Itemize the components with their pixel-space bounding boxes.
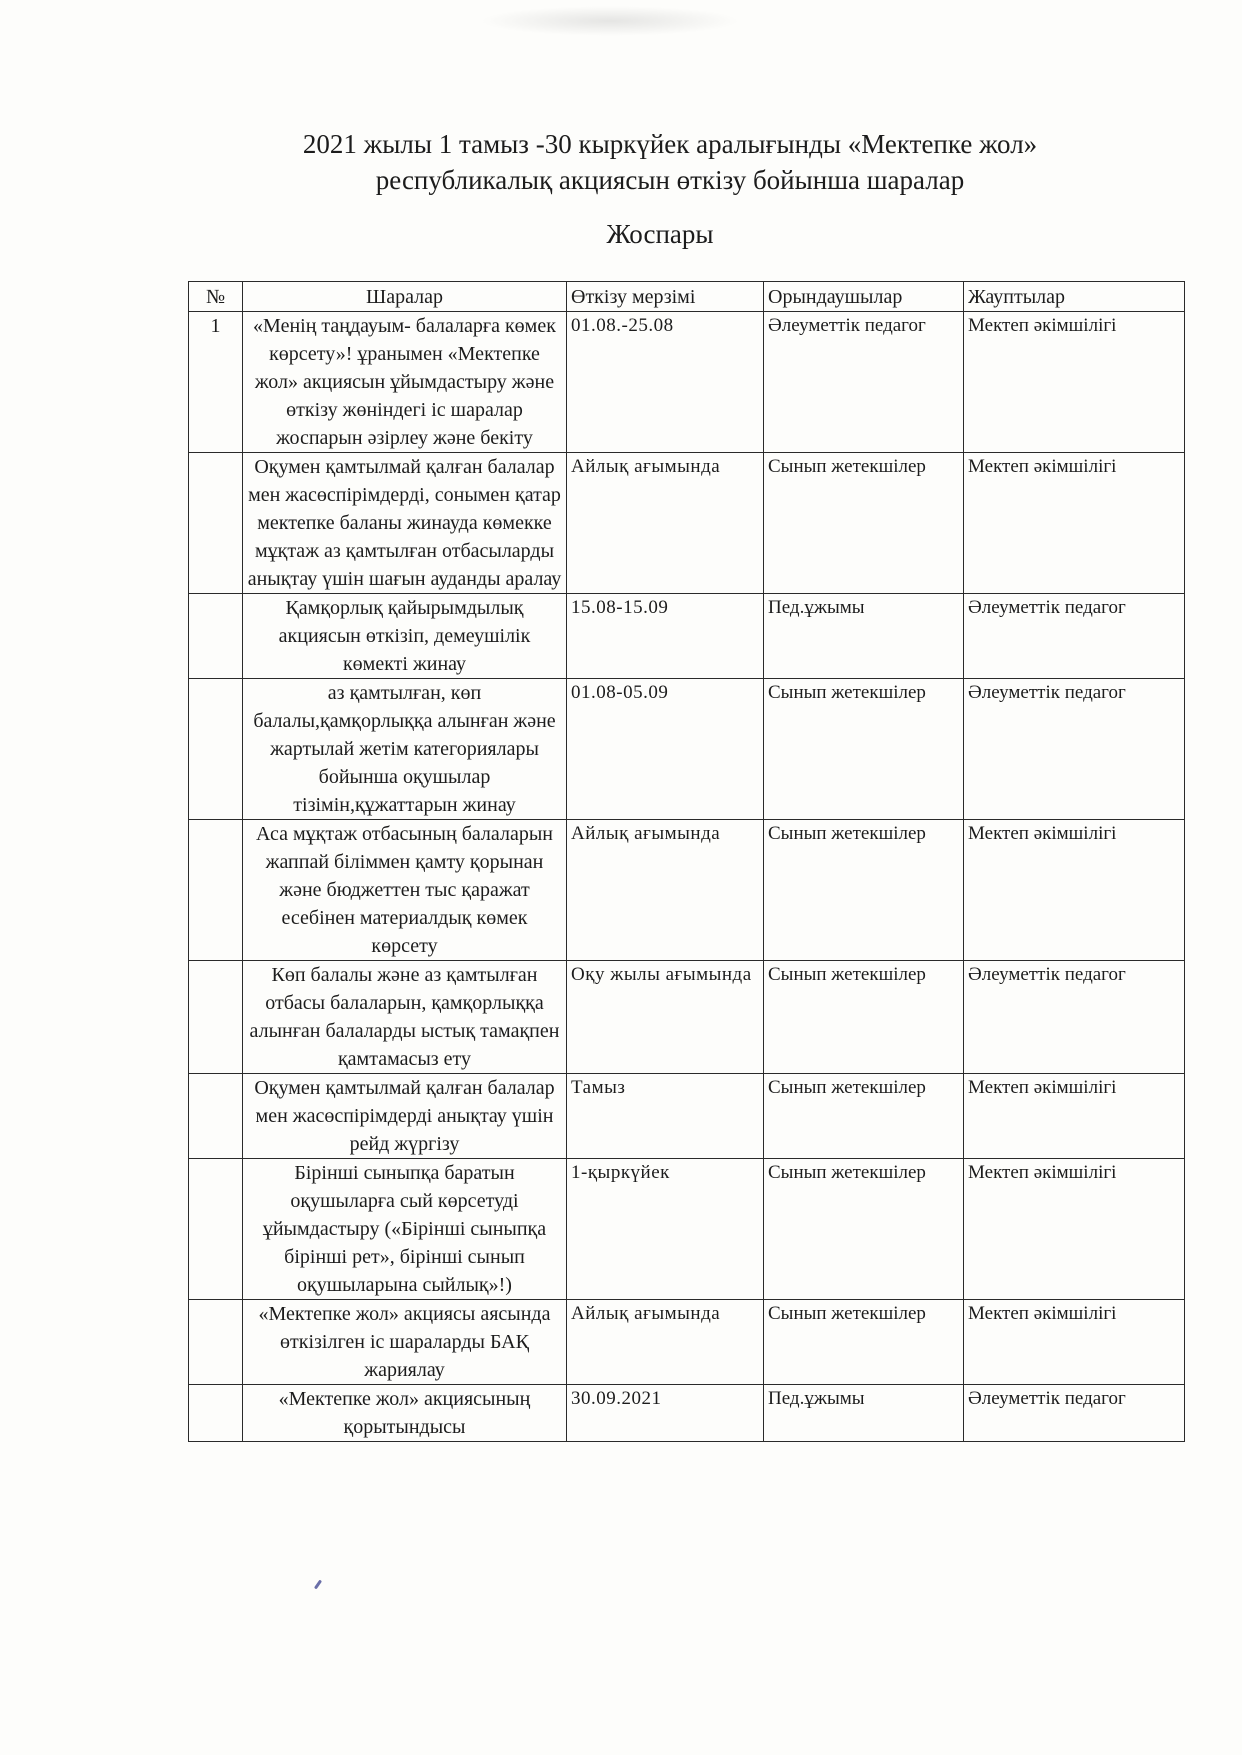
table-row <box>189 961 1185 1074</box>
table-row <box>189 1159 1185 1300</box>
row-date: 1-қыркүйек <box>567 1159 764 1300</box>
row-date: Айлық ағымында <box>567 1300 764 1385</box>
row-activity: аз қамтылған, көп балалы,қамқорлыққа алынған және жартылай жетім категориялары бойынша оқушылар тізімін,құжаттарын жинау <box>243 679 567 820</box>
row-responsible: Мектеп әкімшілігі <box>964 453 1185 594</box>
row-executors: Пед.ұжымы <box>764 1385 964 1442</box>
row-responsible: Мектеп әкімшілігі <box>964 312 1185 453</box>
table-row <box>189 453 1185 594</box>
row-responsible: Әлеуметтік педагог <box>964 679 1185 820</box>
row-number <box>189 1385 243 1442</box>
row-executors: Сынып жетекшілер <box>764 679 964 820</box>
row-responsible: Мектеп әкімшілігі <box>964 820 1185 961</box>
row-number <box>189 1300 243 1385</box>
table-row <box>189 1300 1185 1385</box>
row-executors: Сынып жетекшілер <box>764 1159 964 1300</box>
column-header-responsible: Жауптылар <box>964 282 1185 312</box>
document-subtitle: Жоспары <box>606 219 714 249</box>
row-number <box>189 679 243 820</box>
row-responsible: Мектеп әкімшілігі <box>964 1300 1185 1385</box>
row-activity: «Менің таңдауым- балаларға көмек көрсету»! ұранымен «Мектепке жол» акциясын ұйымдастыру және өткізу жөніндегі іс шаралар жоспарын әзірлеу және бекіту <box>243 312 567 453</box>
row-activity: Оқумен қамтылмай қалған балалар мен жасөспірімдерді, сонымен қатар мектепке баланы жинауда көмекке мұқтаж аз қамтылған отбасыларды анықтау үшін шағын ауданды аралау <box>243 453 567 594</box>
table-row <box>189 1074 1185 1159</box>
row-executors: Сынып жетекшілер <box>764 961 964 1074</box>
row-executors: Сынып жетекшілер <box>764 820 964 961</box>
row-date: 01.08.-25.08 <box>567 312 764 453</box>
row-responsible: Әлеуметтік педагог <box>964 594 1185 679</box>
column-header-executors: Орындаушылар <box>764 282 964 312</box>
table-row <box>189 820 1185 961</box>
row-number <box>189 594 243 679</box>
row-number <box>189 961 243 1074</box>
column-header-date: Өткізу мерзімі <box>567 282 764 312</box>
table-row <box>189 1385 1185 1442</box>
row-activity: «Мектепке жол» акциясы аясында өткізілген іс шараларды БАҚ жариялау <box>243 1300 567 1385</box>
pen-mark <box>314 1580 322 1590</box>
row-number: 1 <box>189 312 243 453</box>
row-date: Тамыз <box>567 1074 764 1159</box>
document-title-line-1: 2021 жылы 1 тамыз -30 кыркүйек аралығынды «Мектепке жол» <box>302 129 1038 159</box>
row-executors: Сынып жетекшілер <box>764 1300 964 1385</box>
table-row <box>189 312 1185 453</box>
scan-smudge <box>480 6 740 36</box>
plan-table <box>188 281 1185 1442</box>
row-activity: Көп балалы және аз қамтылған отбасы балаларын, қамқорлыққа алынған балаларды ыстық тамақпен қамтамасыз ету <box>243 961 567 1074</box>
row-executors: Сынып жетекшілер <box>764 453 964 594</box>
column-header-number: № <box>189 282 243 312</box>
row-date: 30.09.2021 <box>567 1385 764 1442</box>
row-date: Айлық ағымында <box>567 453 764 594</box>
row-activity: «Мектепке жол» акциясының қорытындысы <box>243 1385 567 1442</box>
row-executors: Сынып жетекшілер <box>764 1074 964 1159</box>
row-activity: Оқумен қамтылмай қалған балалар мен жасөспірімдерді анықтау үшін рейд жүргізу <box>243 1074 567 1159</box>
row-responsible: Әлеуметтік педагог <box>964 1385 1185 1442</box>
row-date: Оқу жылы ағымында <box>567 961 764 1074</box>
row-activity: Аса мұқтаж отбасының балаларын жаппай біліммен қамту қорынан және бюджеттен тыс қаражат есебінен материалдық көмек көрсету <box>243 820 567 961</box>
row-executors: Пед.ұжымы <box>764 594 964 679</box>
table-header-row <box>189 282 1185 312</box>
row-number <box>189 820 243 961</box>
row-responsible: Әлеуметтік педагог <box>964 961 1185 1074</box>
row-date: Айлық ағымында <box>567 820 764 961</box>
row-activity: Бірінші сыныпқа баратын оқушыларға сый көрсетуді ұйымдастыру («Бірінші сыныпқа бірінші рет», бірінші сынып оқушыларына сыйлық»!) <box>243 1159 567 1300</box>
row-number <box>189 1159 243 1300</box>
column-header-activity: Шаралар <box>243 282 567 312</box>
row-activity: Қамқорлық қайырымдылық акциясын өткізіп, демеушілік көмекті жинау <box>243 594 567 679</box>
row-date: 15.08-15.09 <box>567 594 764 679</box>
row-responsible: Мектеп әкімшілігі <box>964 1074 1185 1159</box>
row-responsible: Мектеп әкімшілігі <box>964 1159 1185 1300</box>
row-date: 01.08-05.09 <box>567 679 764 820</box>
table-row <box>189 594 1185 679</box>
row-number <box>189 1074 243 1159</box>
document-title-line-2: республикалық акциясын өткізу бойынша шаралар <box>375 165 965 195</box>
table-row <box>189 679 1185 820</box>
row-executors: Әлеуметтік педагог <box>764 312 964 453</box>
row-number <box>189 453 243 594</box>
